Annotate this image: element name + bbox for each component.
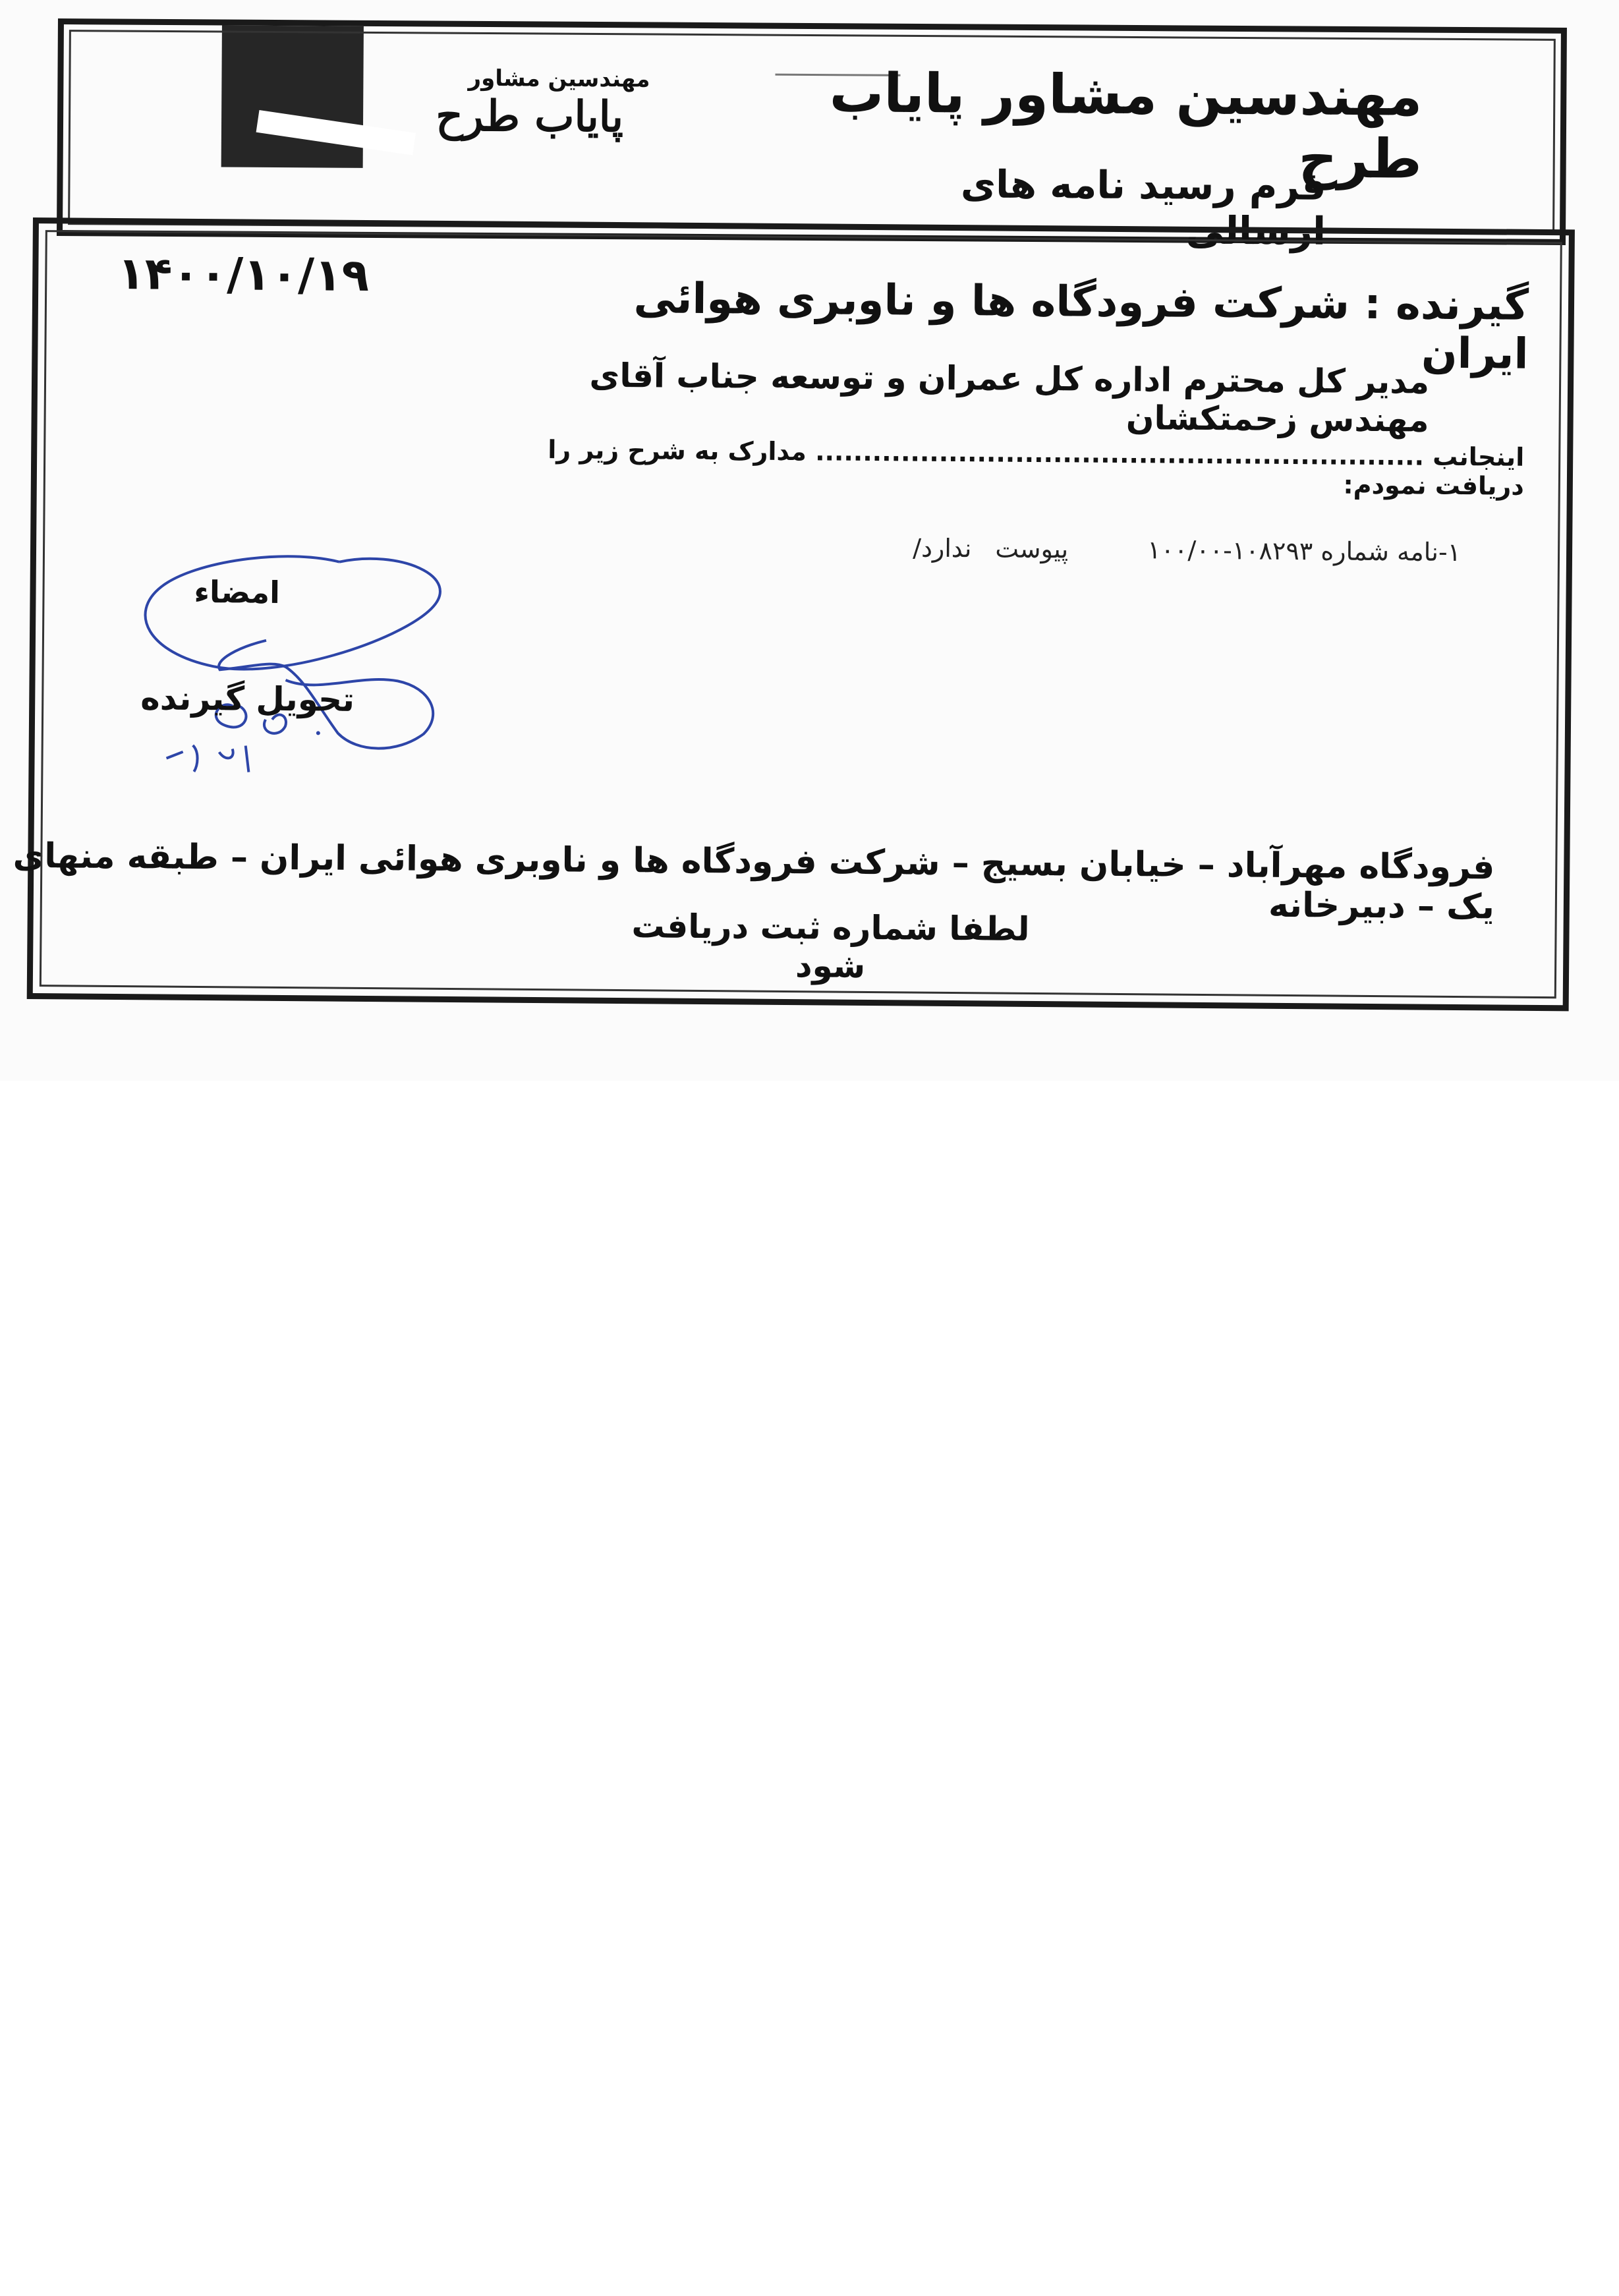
- logo-stripe: [256, 110, 416, 155]
- receiver-label: تحویل گیرنده: [140, 679, 355, 719]
- address-line: فرودگاه مهرآباد – خیابان بسیج – شرکت فرودگاه ها و ناوبری هوائی ایران – طبقه منهای یک – دبیرخانه: [13, 836, 1495, 927]
- item-attachment-label: پیوست: [995, 534, 1069, 564]
- receipt-form: [13, 217, 1575, 1011]
- logo-subtitle: مهندسین مشاور: [468, 65, 650, 93]
- addressee-line: مدیر کل محترم اداره کل عمران و توسعه جناب آقای مهندس زحمتکشان: [589, 356, 1430, 440]
- recipient-line: گیرنده : شرکت فرودگاه ها و ناوبری هوائی ایران: [633, 274, 1529, 379]
- form-title: فرم رسید نامه های ارسالی: [960, 161, 1326, 254]
- handwritten-signature: [119, 534, 583, 867]
- company-title: مهندسین مشاور پایاب طرح: [829, 62, 1423, 191]
- document-item: [736, 532, 1461, 567]
- ack-blank: ................................................................: [814, 437, 1425, 471]
- ack-suffix: مدارک به شرح زیر را دریافت نمودم:: [548, 435, 1525, 501]
- item-attachment-value: ندارد/: [913, 533, 972, 563]
- signature-label: امضاء: [194, 573, 281, 610]
- ack-prefix: اینجانب: [1433, 442, 1525, 472]
- company-logo: [221, 26, 364, 168]
- registration-note: لطفا شماره ثبت دریافت شود: [631, 907, 1030, 985]
- acknowledgement-line: [536, 435, 1525, 501]
- divider-mark: [775, 74, 900, 76]
- item-letter-number: ۱-نامه شماره ۱۰۸۲۹۳-۱۰۰/۰۰: [1147, 535, 1462, 567]
- logo-wordmark: پایاب طرح: [436, 91, 624, 142]
- letterhead: [57, 18, 1567, 254]
- form-date: ۱۴۰۰/۱۰/۱۹: [117, 248, 370, 302]
